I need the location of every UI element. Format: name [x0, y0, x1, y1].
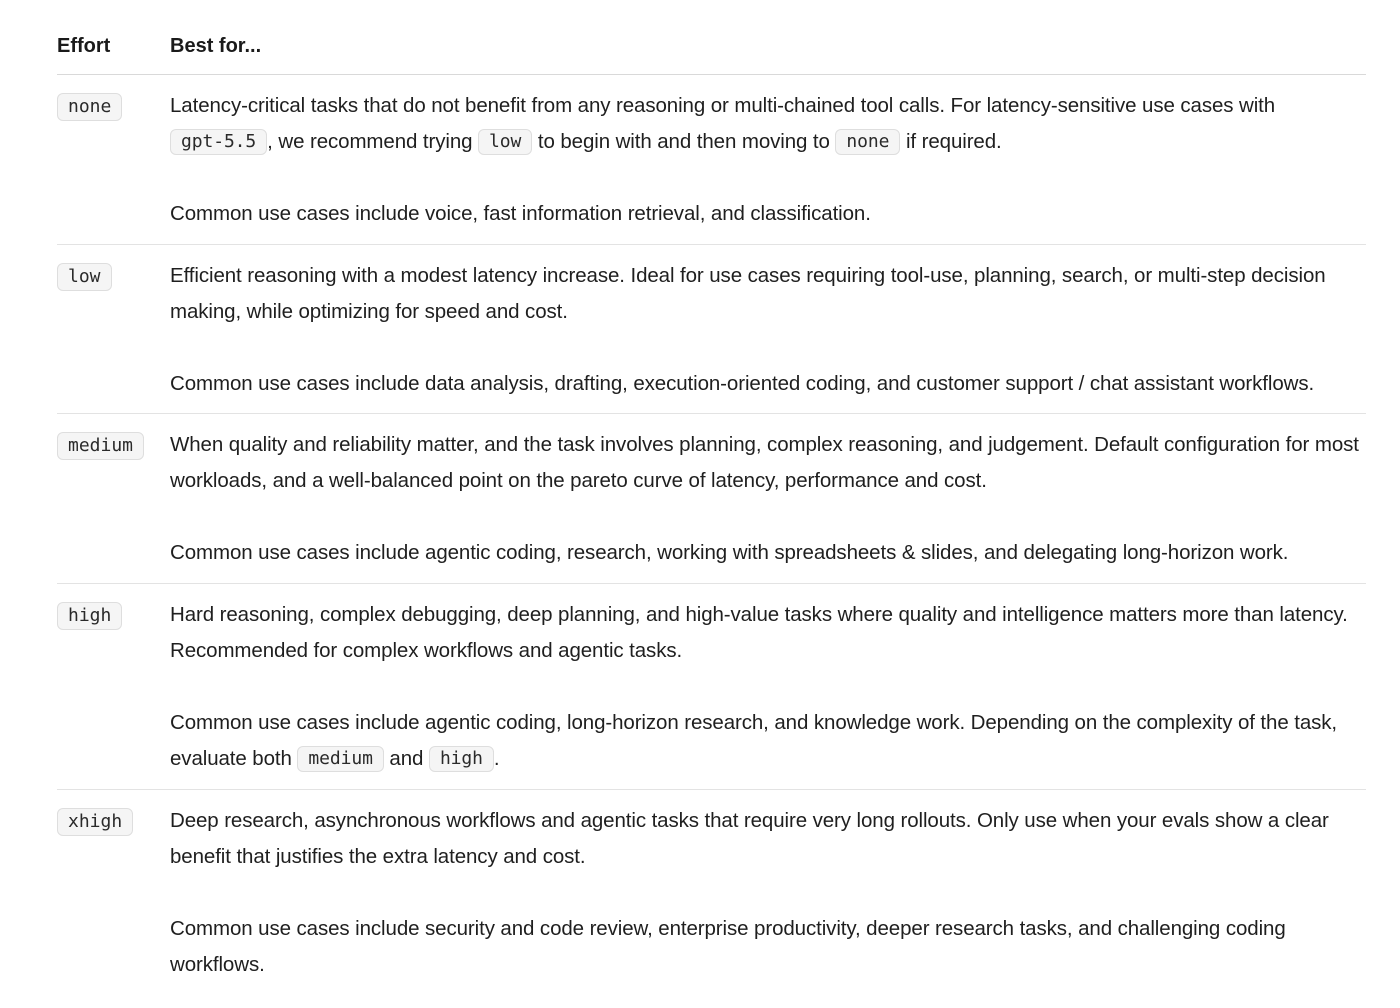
row-description: [170, 88, 1366, 160]
effort-code-high: high: [57, 602, 122, 630]
inline-code-model: gpt-5.5: [170, 129, 267, 155]
best-for-cell: [170, 414, 1366, 581]
best-for-cell: [170, 584, 1366, 787]
table-row-low: [57, 245, 1366, 414]
inline-code-none: none: [835, 129, 900, 155]
row-description: Efficient reasoning with a modest latency increase. Ideal for use cases requiring tool-use, planning, search, or multi-step decision making, while optimizing for speed and cost.: [170, 264, 1326, 323]
common-text: Common use cases include agentic coding, long-horizon research, and knowledge work. Depending on the complexity of the task, evaluate both: [170, 711, 1338, 770]
effort-code-xhigh: xhigh: [57, 808, 133, 836]
effort-code-low: low: [57, 263, 112, 291]
table-row-high: [57, 584, 1366, 790]
common-use-cases: Common use cases include security and code review, enterprise productivity, deeper research tasks, and challenging coding workflows.: [170, 917, 1286, 976]
table-header: [57, 0, 1366, 75]
common-text: and: [383, 747, 429, 770]
description-text: Latency-critical tasks that do not benefit from any reasoning or multi-chained tool calls. For latency-sensitive use cases with: [170, 94, 1276, 117]
table-row-xhigh: [57, 790, 1366, 993]
effort-code-none: none: [57, 93, 122, 121]
header-best-for: Best for...: [170, 35, 262, 57]
effort-cell: [57, 790, 170, 836]
description-text: , we recommend trying: [267, 130, 479, 153]
header-effort: Effort: [57, 35, 111, 57]
effort-cell: [57, 245, 170, 291]
best-for-cell: [170, 790, 1366, 993]
effort-cell: [57, 414, 170, 460]
best-for-cell: [170, 75, 1366, 242]
description-text: if required.: [900, 130, 1002, 153]
common-use-cases: Common use cases include data analysis, drafting, execution-oriented coding, and customer support / chat assistant workflows.: [170, 372, 1315, 395]
inline-code-medium: medium: [297, 746, 383, 772]
reasoning-effort-table: [57, 0, 1366, 993]
effort-cell: [57, 75, 170, 121]
common-use-cases: [170, 705, 1366, 777]
table-row-none: [57, 75, 1366, 245]
description-text: to begin with and then moving to: [532, 130, 836, 153]
best-for-cell: [170, 245, 1366, 412]
row-description: When quality and reliability matter, and the task involves planning, complex reasoning, and judgement. Default configuration for most workloads, and a well-balanced point on the pareto curve of latency, performance and cost.: [170, 433, 1359, 492]
inline-code-low: low: [478, 129, 532, 155]
row-description: Hard reasoning, complex debugging, deep planning, and high-value tasks where quality and intelligence matters more than latency. Recommended for complex workflows and agentic tasks.: [170, 603, 1348, 662]
effort-cell: [57, 584, 170, 630]
inline-code-high: high: [429, 746, 494, 772]
effort-code-medium: medium: [57, 432, 144, 460]
table-row-medium: [57, 414, 1366, 584]
common-text: .: [493, 747, 500, 770]
row-description: Deep research, asynchronous workflows and agentic tasks that require very long rollouts. Only use when your evals show a clear benefit that justifies the extra latency and cost.: [170, 809, 1329, 868]
common-use-cases: Common use cases include voice, fast information retrieval, and classification.: [170, 202, 871, 225]
common-use-cases: Common use cases include agentic coding, research, working with spreadsheets & slides, and delegating long-horizon work.: [170, 541, 1289, 564]
